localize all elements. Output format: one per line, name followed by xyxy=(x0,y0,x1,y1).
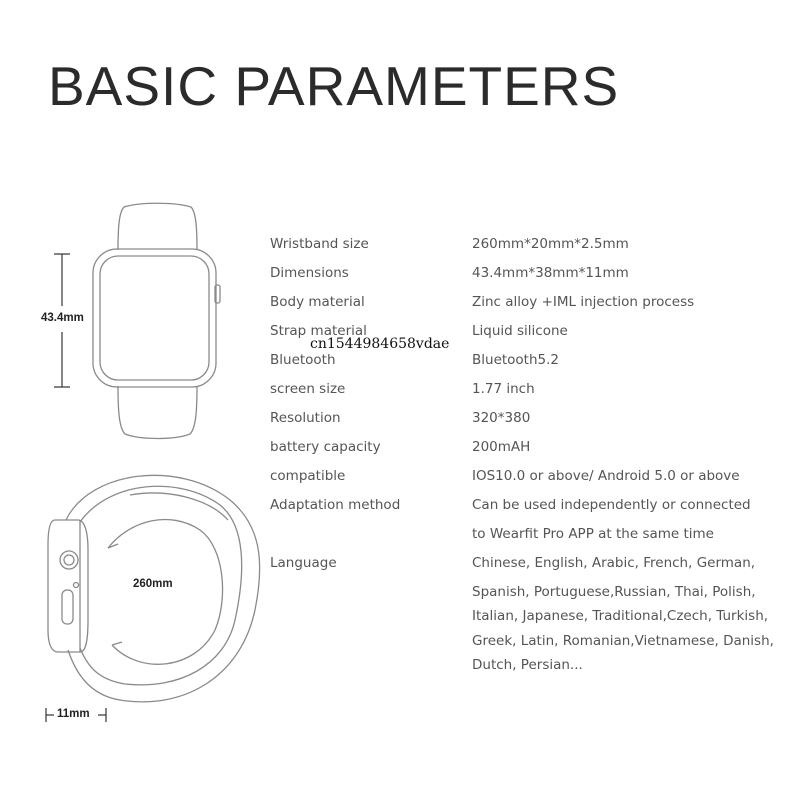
param-row xyxy=(0,582,800,606)
circumference-dimension-label: 260mm xyxy=(133,578,173,590)
param-value: Greek, Latin, Romanian,Vietnamese, Danish, xyxy=(472,633,774,649)
param-row xyxy=(0,631,800,655)
param-label: Resolution xyxy=(270,410,341,426)
page-title: BASIC PARAMETERS xyxy=(48,55,620,117)
param-value: to Wearfit Pro APP at the same time xyxy=(472,526,714,542)
param-label: Adaptation method xyxy=(270,497,401,513)
param-label: compatible xyxy=(270,468,346,484)
param-value: 260mm*20mm*2.5mm xyxy=(472,236,629,252)
thickness-dimension-label: 11mm xyxy=(57,708,90,720)
param-value: 320*380 xyxy=(472,410,531,426)
height-dimension-label: 43.4mm xyxy=(41,312,84,324)
param-value: 1.77 inch xyxy=(472,381,535,397)
param-value: Zinc alloy +IML injection process xyxy=(472,294,695,310)
param-row xyxy=(0,350,800,374)
param-value: Spanish, Portuguese,Russian, Thai, Polish, xyxy=(472,584,756,600)
watermark-text: cn1544984658vdae xyxy=(310,336,450,352)
param-row xyxy=(0,379,800,403)
param-row xyxy=(0,408,800,432)
param-value: 43.4mm*38mm*11mm xyxy=(472,265,629,281)
param-row xyxy=(0,437,800,461)
param-value: 200mAH xyxy=(472,439,531,455)
param-label: Language xyxy=(270,555,337,571)
param-row xyxy=(0,655,800,679)
param-label: Dimensions xyxy=(270,265,349,281)
param-label: Wristband size xyxy=(270,236,369,252)
param-value: Italian, Japanese, Traditional,Czech, Turkish, xyxy=(472,608,769,624)
param-value: IOS10.0 or above/ Android 5.0 or above xyxy=(472,468,740,484)
param-row xyxy=(0,234,800,258)
param-row xyxy=(0,263,800,287)
param-label: Strap material xyxy=(270,323,367,339)
param-row xyxy=(0,495,800,519)
param-label: Body material xyxy=(270,294,365,310)
param-value: Chinese, English, Arabic, French, German, xyxy=(472,555,756,571)
param-value: Bluetooth5.2 xyxy=(472,352,560,368)
param-value: Dutch, Persian... xyxy=(472,657,583,673)
param-label: screen size xyxy=(270,381,346,397)
param-value: Can be used independently or connected xyxy=(472,497,751,513)
param-row xyxy=(0,292,800,316)
param-row xyxy=(0,466,800,490)
param-row xyxy=(0,524,800,548)
param-value: Liquid silicone xyxy=(472,323,568,339)
param-row xyxy=(0,606,800,630)
param-row xyxy=(0,553,800,577)
param-label: battery capacity xyxy=(270,439,381,455)
param-label: Bluetooth xyxy=(270,352,336,368)
